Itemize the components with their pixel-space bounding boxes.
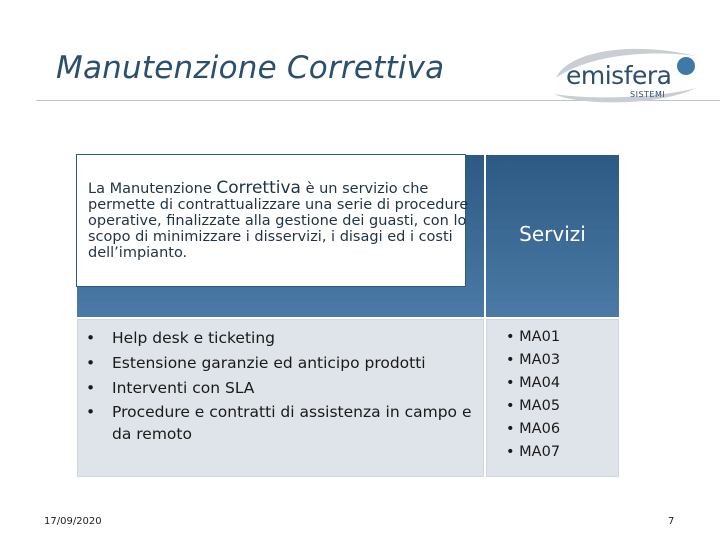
bullet-icon: •: [86, 354, 96, 372]
list-item: [86, 326, 476, 351]
logo-subtitle: SISTEMI: [630, 90, 666, 99]
service-code-list: [506, 326, 560, 464]
list-item: [86, 376, 476, 401]
bullet-text: Interventi con SLA: [112, 379, 255, 397]
list-item: • MA03: [506, 352, 561, 368]
bullet-text: Estensione garanzie ed anticipo prodotti: [112, 354, 426, 372]
slide-title: Manutenzione Correttiva: [56, 50, 445, 86]
bullet-icon: •: [86, 379, 96, 397]
description-part-1: La Manutenzione: [88, 181, 217, 197]
list-item: • MA06: [506, 421, 561, 437]
bullet-text: Procedure e contratti di assistenza in campo e da remoto: [112, 403, 472, 443]
company-logo: [550, 44, 700, 106]
service-description: [88, 180, 480, 261]
list-item: • MA05: [506, 398, 561, 414]
list-item: [86, 351, 476, 376]
description-part-2: è un servizio che permette di contrattualizzare una serie di procedure operative, finalizzate alla gestione dei guasti, con lo scopo di minimizzare i disservizi, i disagi ed i costi dell’impianto.: [88, 181, 469, 261]
logo-name: emisfera: [566, 61, 672, 90]
list-item: • MA04: [506, 375, 561, 391]
list-item: • MA07: [506, 444, 561, 460]
list-item: [86, 401, 476, 445]
page-number: 7: [668, 516, 675, 527]
footer-date: 17/09/2020: [44, 516, 102, 527]
bullet-icon: •: [86, 329, 96, 347]
description-emphasis: Correttiva: [216, 178, 301, 198]
service-bullet-list: [86, 326, 476, 445]
list-item: • MA01: [506, 329, 561, 345]
bullet-icon: •: [86, 403, 96, 421]
bullet-text: Help desk e ticketing: [112, 329, 275, 347]
services-heading: Servizi: [519, 222, 586, 246]
